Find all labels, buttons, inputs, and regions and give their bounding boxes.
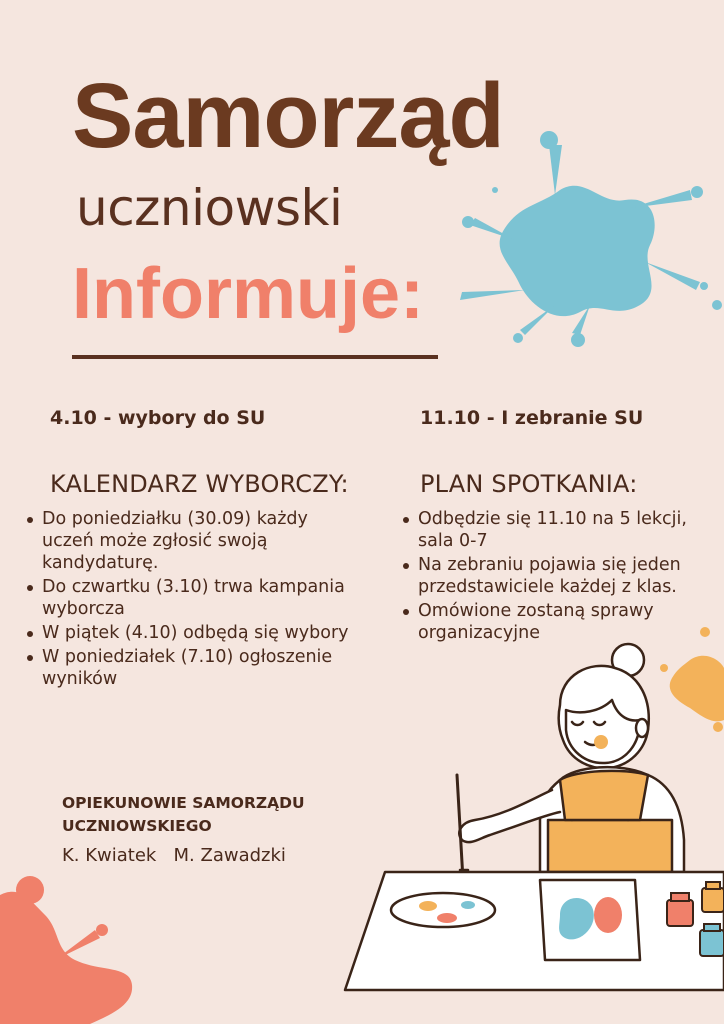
right-heading: PLAN SPOTKANIA: (420, 470, 638, 498)
guardians-names: K. Kwiatek M. Zawadzki (62, 845, 286, 866)
election-calendar-list (24, 508, 359, 692)
left-date: 4.10 - wybory do SU (50, 407, 266, 429)
list-item: Do poniedziałku (30.09) każdy uczeń może zgłosić swoją kandydaturę. (24, 508, 359, 574)
list-item: W piątek (4.10) odbędą się wybory (24, 622, 359, 644)
list-item: Odbędzie się 11.10 na 5 lekcji, sala 0-7 (400, 508, 720, 552)
list-item: Na zebraniu pojawia się jeden przedstawiciele każdej z klas. (400, 554, 720, 598)
meeting-plan-list (400, 508, 720, 646)
left-heading: KALENDARZ WYBORCZY: (50, 470, 349, 498)
list-item: W poniedziałek (7.10) ogłoszenie wyników (24, 646, 359, 690)
title-uczniowski: uczniowski (76, 179, 343, 237)
list-item: Omówione zostaną sprawy organizacyjne (400, 600, 720, 644)
title-underline (72, 355, 438, 359)
right-date: 11.10 - I zebranie SU (420, 407, 644, 429)
guardians-title: OPIEKUNOWIE SAMORZĄDU UCZNIOWSKIEGO (62, 794, 305, 835)
title-informuje: Informuje: (72, 254, 424, 334)
list-item: Do czwartku (3.10) trwa kampania wyborcza (24, 576, 359, 620)
title-samorzad: Samorząd (72, 65, 504, 167)
